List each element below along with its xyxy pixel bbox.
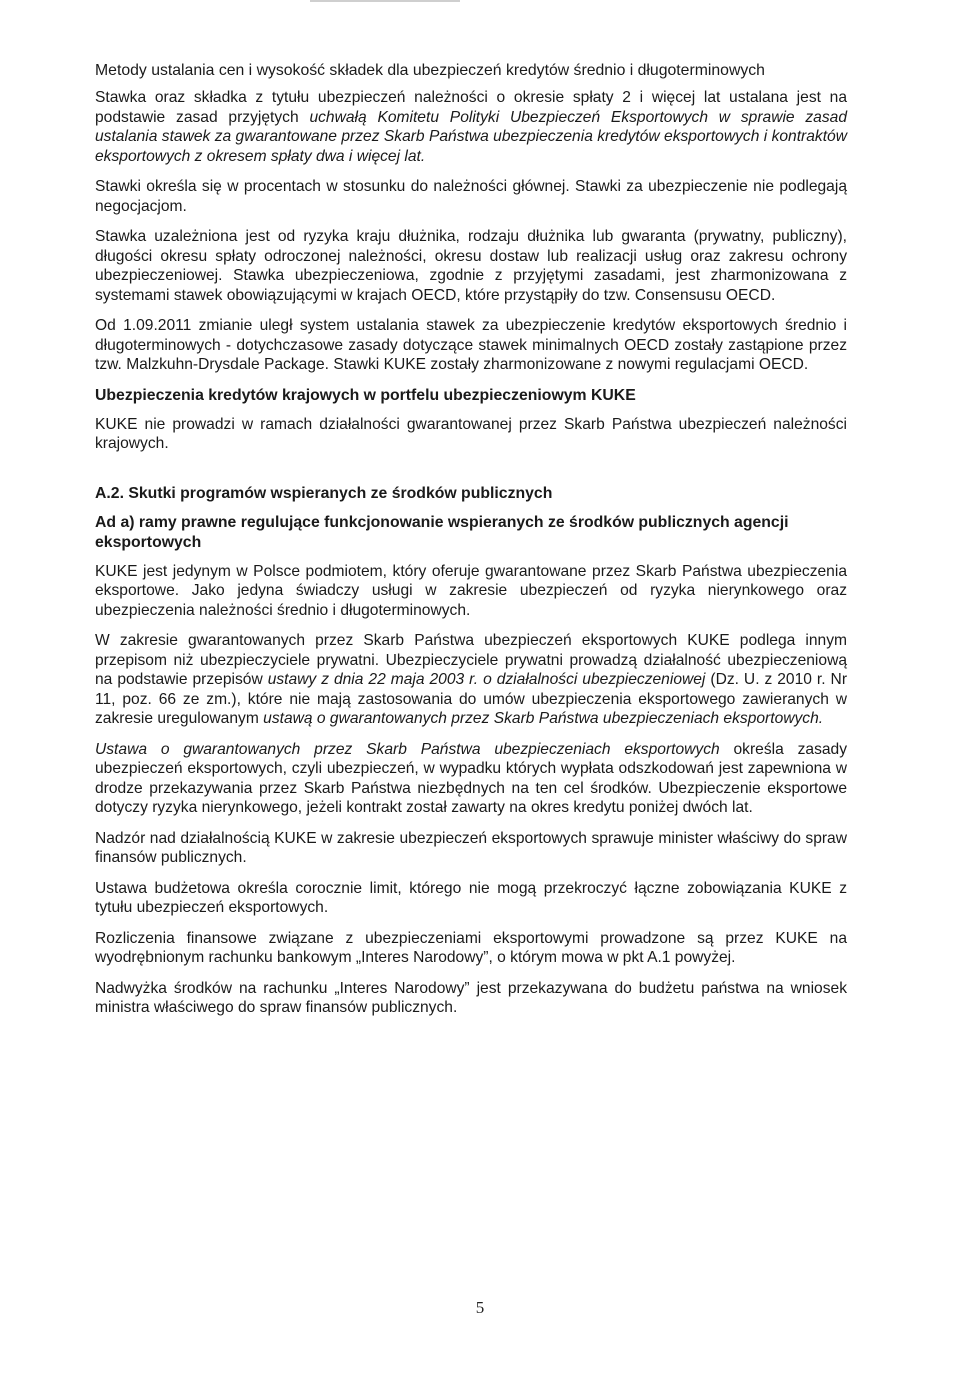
paragraph-export-insurance-act-title: Ustawa o gwarantowanych przez Skarb Państwa ubezpieczeniach eksportowych [95, 740, 720, 758]
paragraph-budget-limit: Ustawa budżetowa określa corocznie limit, którego nie mogą przekroczyć łączne zobowiązania KUKE z tytułu ubezpieczeń eksportowych. [95, 879, 847, 916]
paragraph-kuke-regulations-a: W zakresie gwarantowanych przez Skarb Państwa ubezpieczeń eksportowych KUKE podlega innym przepisom niż ubezpieczyciele prywatni. Ubezpieczyciele prywatni prowadzą działalność ubezpieczeniową na podstawie przepisów [95, 632, 847, 688]
heading-section-a2: A.2. Skutki programów wspieranych ze środków publicznych [95, 484, 553, 502]
paragraph-rates-percent: Stawki określa się w procentach w stosunku do należności głównej. Stawki za ubezpieczenie nie podlegają negocjacjom. [95, 178, 847, 215]
paragraph-rate-risk: Stawka uzależniona jest od ryzyka kraju dłużnika, rodzaju dłużnika lub gwaranta (prywatny, publiczny), długości okresu spłaty odroczonej należności, okresu dostaw lub realizacji usług oraz zakresu ochrony ubezpieczeniowej. Stawka ubezpieczeniowa, zgodnie z przyjętymi zasadami, jest zharmonizowana z systemami stawek obowiązującymi w krajach OECD, które przystąpiły do tzw. Consensusu OECD. [95, 228, 847, 304]
paragraph-rate-basis-resolution: uchwałą Komitetu Polityki Ubezpieczeń Eksportowych w sprawie zasad ustalania stawek za gwarantowane przez Skarb Państwa ubezpieczenia kredytów eksportowych i kontraktów eksportowych z okresem spłaty dwa i więcej lat. [95, 108, 847, 165]
paragraph-export-insurance-act [95, 740, 847, 818]
paragraph-kuke-regulations-act-2003: ustawy z dnia 22 maja 2003 r. o działalności ubezpieczeniowej [267, 671, 706, 688]
heading-pricing-methods [95, 61, 847, 81]
document-page [95, 61, 847, 1029]
paragraph-domestic-credit: KUKE nie prowadzi w ramach działalności gwarantowanej przez Skarb Państwa ubezpieczeń należności krajowych. [95, 415, 847, 452]
paragraph-settlements: Rozliczenia finansowe związane z ubezpieczeniami eksportowymi prowadzone są przez KUKE na wyodrębnionym rachunku bankowym „Interes Narodowy”, o którym mowa w pkt A.1 powyżej. [95, 929, 847, 966]
heading-domestic-credit: Ubezpieczenia kredytów krajowych w portfelu ubezpieczeniowym KUKE [95, 386, 636, 404]
paragraph-rate-change-2011: Od 1.09.2011 zmianie uległ system ustalania stawek za ubezpieczenie kredytów eksportowych średnio i długoterminowych - dotychczasowe zasady dotyczące stawek minimalnych OECD zostały zastąpione przez tzw. Malzkuhn-Drysdale Package. Stawki KUKE zostały zharmonizowane z nowymi regulacjami OECD. [95, 317, 847, 373]
paragraph-surplus: Nadwyżka środków na rachunku „Interes Narodowy” jest przekazywana do budżetu państwa na wniosek ministra właściwego do spraw finansów publicznych. [95, 979, 847, 1016]
paragraph-kuke-regulations [95, 631, 847, 729]
scan-edge-mark [310, 0, 460, 2]
paragraph-kuke-only-entity: KUKE jest jedynym w Polsce podmiotem, który oferuje gwarantowane przez Skarb Państwa ubezpieczenia eksportowe. Jako jedyna świadczy usługi w zakresie ubezpieczeń od ryzyka nierynkowego oraz ubezpieczenia należności średnio i długoterminowych. [95, 562, 847, 619]
heading-legal-framework: Ad a) ramy prawne regulujące funkcjonowanie wspieranych ze środków publicznych agencji eksportowych [95, 513, 789, 551]
paragraph-export-insurance-act-text: określa zasady ubezpieczeń eksportowych, czyli ubezpieczeń, w wypadku których wypłata odszkodowań jest zapewniona w drodze przekazywania przez Skarb Państwa niezbędnych na ten cel środków. Ubezpieczenie eksportowe dotyczy ryzyka nierynkowego, jeżeli kontrakt został zawarty na okres kredytu poniżej dwóch lat. [95, 740, 848, 816]
page-number: 5 [475, 1298, 485, 1317]
paragraph-kuke-regulations-act-export: ustawą o gwarantowanych przez Skarb Państwa ubezpieczeniach eksportowych. [263, 710, 824, 727]
heading-pricing-methods-text: Metody ustalania cen i wysokość składek dla ubezpieczeń kredytów średnio i długoterminowych [95, 62, 765, 79]
paragraph-supervision: Nadzór nad działalnością KUKE w zakresie ubezpieczeń eksportowych sprawuje minister właściwy do spraw finansów publicznych. [95, 829, 847, 866]
paragraph-rate-basis-text: Stawka oraz składka z tytułu ubezpieczeń należności o okresie spłaty 2 i więcej lat ustalana jest na podstawie zasad przyjętych [95, 89, 847, 126]
paragraph-kuke-regulations-c: (Dz. U. z 2010 r. Nr 11, poz. 66 ze zm.), które nie mają zastosowania do umów ubezpieczenia eksportowego zawieranych w zakresie uregulowanym [95, 671, 848, 727]
paragraph-rate-basis [95, 88, 847, 166]
